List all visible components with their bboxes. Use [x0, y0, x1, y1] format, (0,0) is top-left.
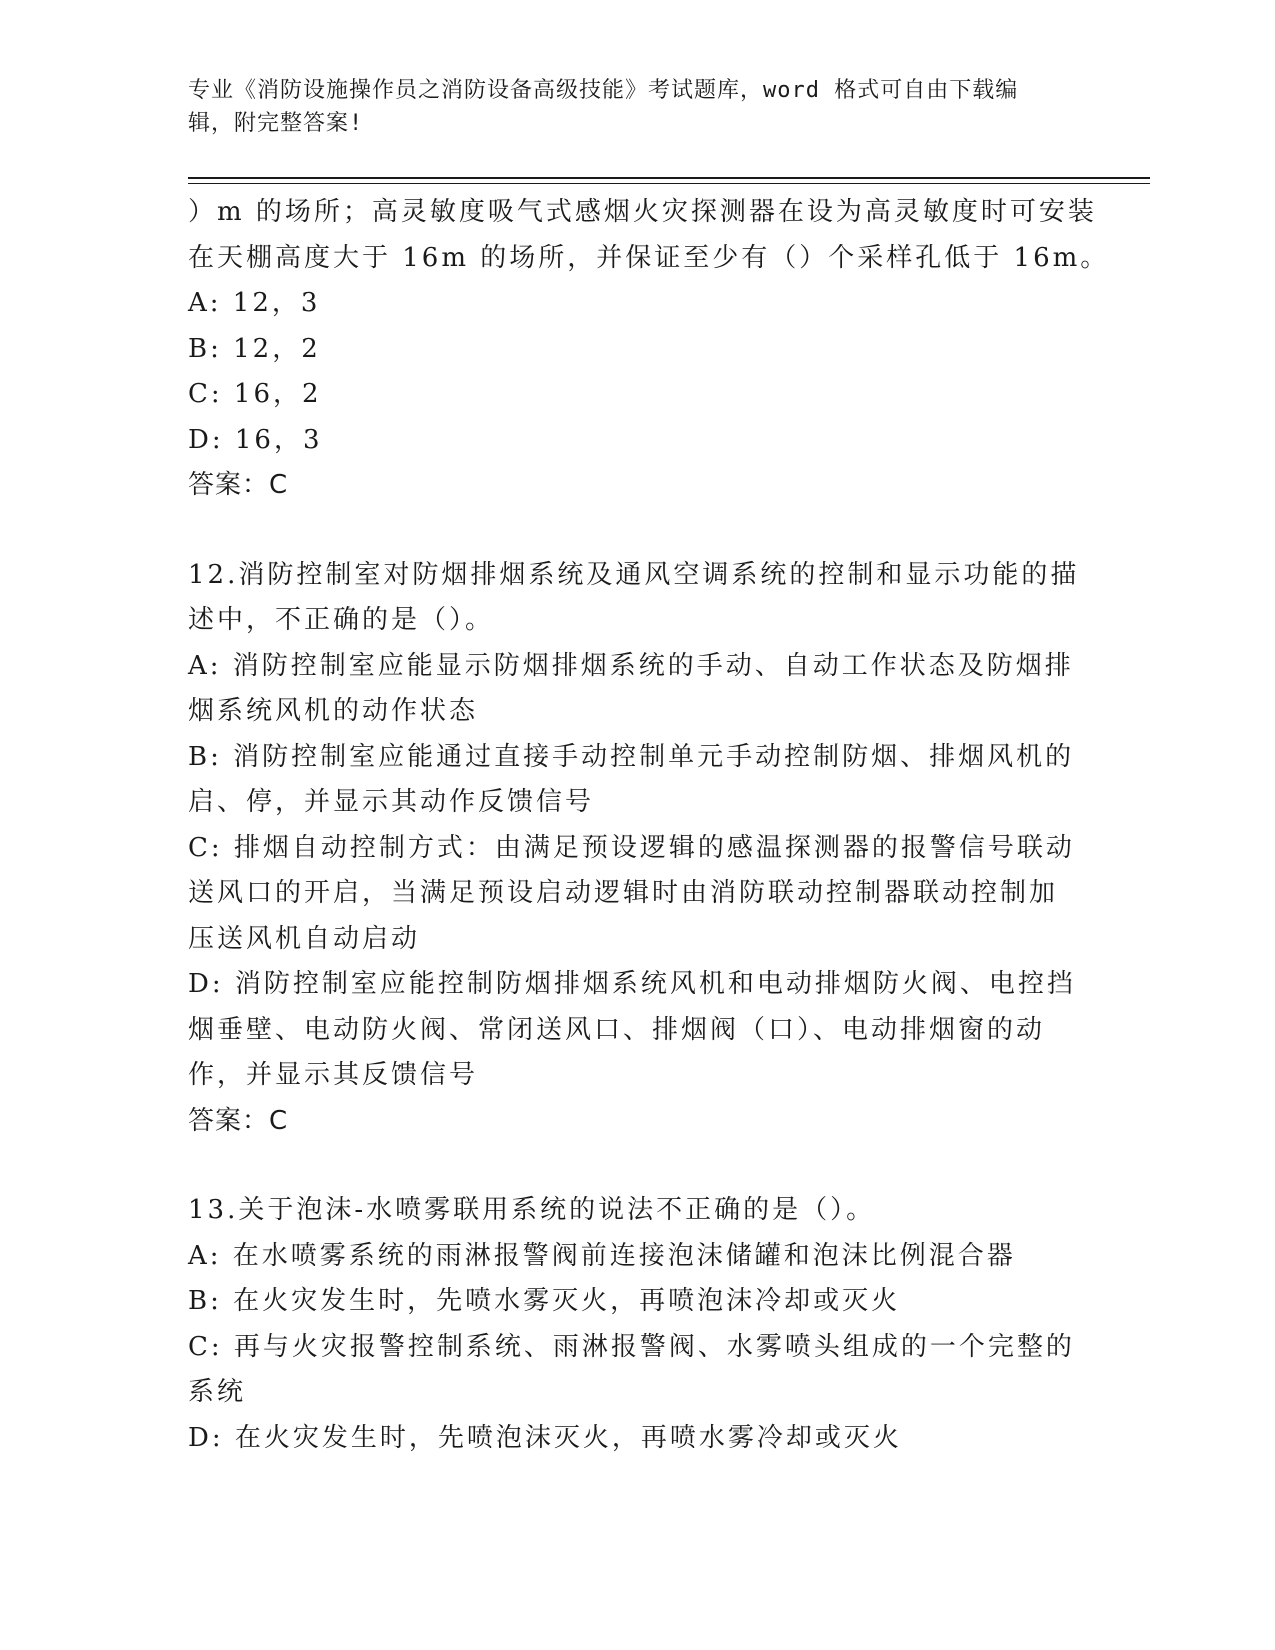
option-c-continued: 系统 [188, 1377, 247, 1407]
header-divider-thick [188, 177, 1150, 179]
header-line-2: 辑，附完整答案! [188, 111, 364, 136]
question-stem-line: ）m 的场所；高灵敏度吸气式感烟火灾探测器在设为高灵敏度时可安装 [188, 197, 1097, 227]
answer-line: 答案：C [188, 470, 289, 500]
option-c: C: 再与火灾报警控制系统、雨淋报警阀、水雾喷头组成的一个完整的 [188, 1331, 1075, 1362]
option-d: D: 在火灾发生时，先喷泡沫灭火，再喷水雾冷却或灭火 [188, 1422, 902, 1453]
question-12 [188, 553, 1088, 1145]
question-13 [188, 1188, 1088, 1461]
option-b-continued: 启、停，并显示其动作反馈信号 [188, 787, 595, 817]
question-11-continued [188, 190, 1110, 509]
option-a-continued: 烟系统风机的动作状态 [188, 696, 479, 726]
question-stem-line: 13.关于泡沫-水喷雾联用系统的说法不正确的是（）。 [188, 1195, 876, 1225]
document-body [188, 190, 1110, 1461]
question-stem-line: 述中，不正确的是（）。 [188, 605, 495, 635]
option-a: A: 消防控制室应能显示防烟排烟系统的手动、自动工作状态及防烟排 [188, 650, 1074, 681]
answer-line: 答案：C [188, 1105, 289, 1136]
option-d: D: 消防控制室应能控制防烟排烟系统风机和电动排烟防火阀、电控挡 [188, 969, 1076, 999]
option-d-continued: 烟垂壁、电动防火阀、常闭送风口、排烟阀（口）、电动排烟窗的动 [188, 1014, 1046, 1045]
option-a: A: 在水喷雾系统的雨淋报警阀前连接泡沫储罐和泡沫比例混合器 [188, 1240, 1016, 1271]
option-b: B: 在火灾发生时，先喷水雾灭火，再喷泡沫冷却或灭火 [188, 1286, 901, 1316]
header-divider-thin [188, 183, 1150, 184]
header-line-1: 专业《消防设施操作员之消防设备高级技能》考试题库，word 格式可自由下载编 [188, 78, 1019, 103]
question-spacer [188, 1144, 1088, 1188]
question-spacer [188, 509, 1088, 553]
option-d: D: 16，3 [188, 424, 323, 455]
option-d-continued: 作，并显示其反馈信号 [188, 1060, 479, 1090]
page-header [188, 74, 1088, 140]
question-stem-line: 在天棚高度大于 16m 的场所，并保证至少有（）个采样孔低于 16m。 [188, 242, 1110, 273]
option-c: C: 排烟自动控制方式：由满足预设逻辑的感温探测器的报警信号联动 [188, 832, 1075, 863]
option-a: A: 12，3 [188, 288, 321, 318]
option-c: C: 16，2 [188, 379, 322, 409]
option-b: B: 消防控制室应能通过直接手动控制单元手动控制防烟、排烟风机的 [188, 741, 1075, 772]
option-c-continued: 压送风机自动启动 [188, 923, 421, 954]
question-stem-line: 12.消防控制室对防烟排烟系统及通风空调系统的控制和显示功能的描 [188, 559, 1080, 590]
option-c-continued: 送风口的开启，当满足预设启动逻辑时由消防联动控制器联动控制加 [188, 878, 1059, 908]
option-b: B: 12，2 [188, 333, 321, 364]
